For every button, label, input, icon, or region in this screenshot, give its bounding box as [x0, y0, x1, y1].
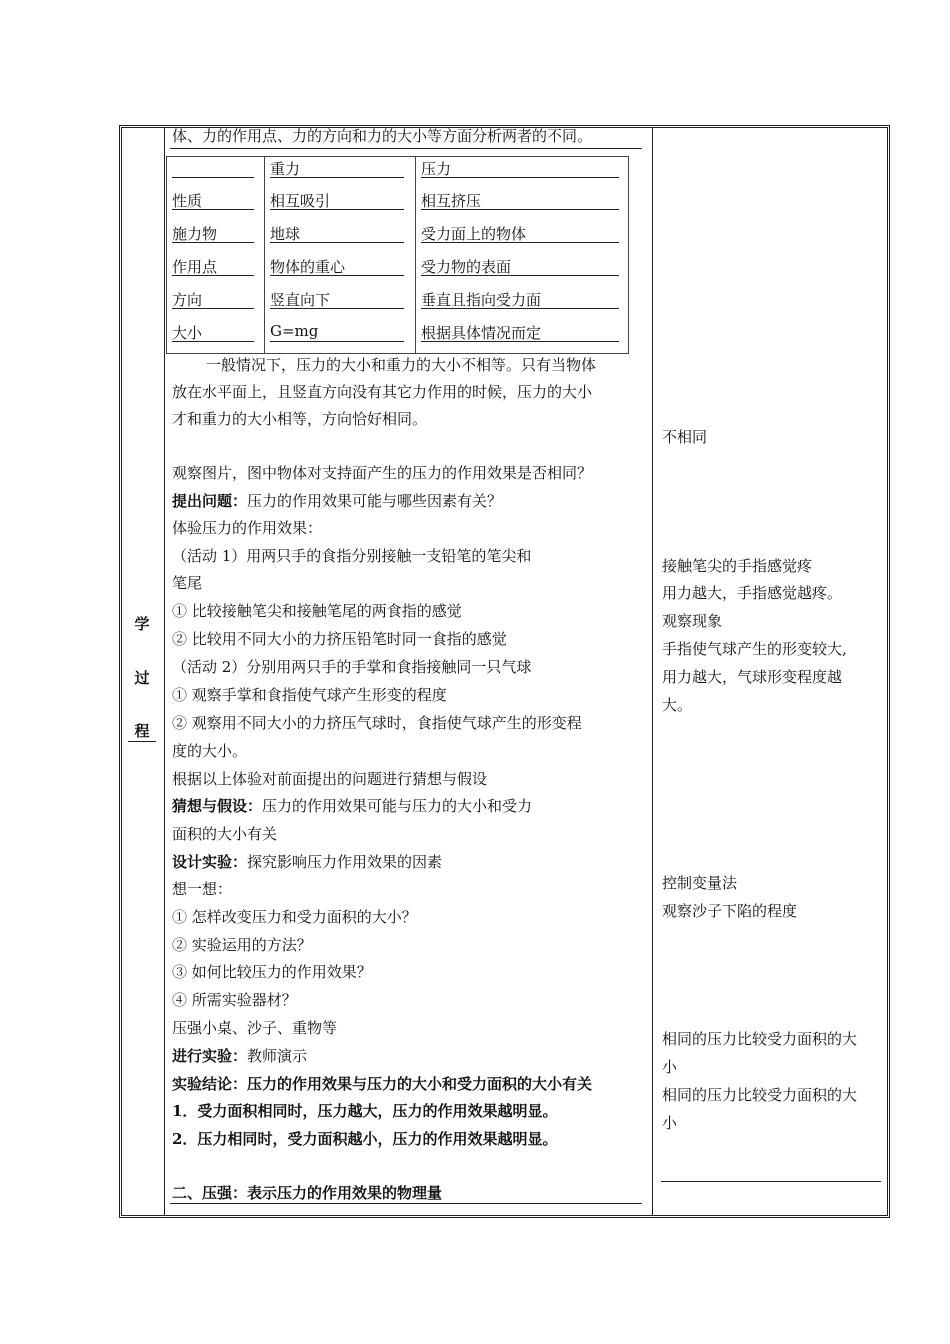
table-cell: [172, 223, 217, 244]
cell-text: 作用点: [172, 258, 218, 276]
activity2-item: 度的大小。: [172, 742, 248, 760]
cell-underline: [172, 177, 254, 178]
table-header-cell: [421, 158, 451, 179]
table-cell: [270, 223, 300, 244]
cell-underline: [172, 209, 254, 210]
cell-text: 重力: [270, 160, 301, 178]
activity1-line: （活动 1）用两只手的食指分别接触一支铅笔的笔尖和: [172, 547, 532, 565]
cell-text: 物体的重心: [270, 258, 346, 276]
cell-text: 施力物: [172, 225, 218, 243]
label: 提出问题：: [172, 492, 248, 510]
table-cell: [421, 190, 481, 211]
think-item: ③ 如何比较压力的作用效果？: [172, 963, 372, 981]
side-label-char: 过: [134, 669, 150, 687]
right-note: 不相同: [662, 428, 708, 446]
label: 进行实验：: [172, 1047, 248, 1065]
right-note: 控制变量法: [662, 874, 738, 892]
table-cell: [270, 190, 330, 211]
cell-underline: [421, 308, 619, 309]
underline: [170, 1203, 642, 1204]
activity1-item: ② 比较用不同大小的力挤压铅笔时同一食指的感觉: [172, 630, 507, 648]
cell-text: 压力: [421, 160, 452, 178]
cell-underline: [270, 275, 404, 276]
cell-text: 相互吸引: [270, 192, 331, 210]
hypothesis: [172, 796, 532, 816]
text: 压力的作用效果可能与压力的大小和受力: [262, 797, 533, 815]
table-cell: [270, 322, 318, 340]
table-cell: [172, 190, 202, 211]
cell-text: 受力物的表面: [421, 258, 512, 276]
cell-text: 根据具体情况而定: [421, 324, 542, 342]
cell-underline: [421, 242, 619, 243]
right-note: 小: [662, 1058, 678, 1076]
right-note: 接触笔尖的手指感觉疼: [662, 557, 813, 575]
side-label-char: 程: [128, 720, 156, 742]
table-divider: [415, 157, 416, 353]
table-cell: [172, 289, 202, 310]
text: 教师演示: [247, 1047, 308, 1065]
raise-question: [172, 491, 502, 511]
table-cell: [421, 223, 526, 244]
cell-underline: [270, 341, 404, 342]
cell-underline: [421, 341, 619, 342]
conclusion-item: 1．受力面积相同时，压力越大，压力的作用效果越明显。: [172, 1102, 558, 1120]
section-heading: 二、压强：表示压力的作用效果的物理量: [172, 1184, 443, 1202]
column-divider: [652, 128, 653, 1215]
conclusion-item: 2．压力相同时，受力面积越小，压力的作用效果越明显。: [172, 1130, 558, 1148]
cell-text: 方向: [172, 291, 203, 309]
right-note: 观察现象: [662, 612, 723, 630]
right-note: 相同的压力比较受力面积的大: [662, 1030, 858, 1048]
cell-text: 受力面上的物体: [421, 225, 527, 243]
table-cell: [172, 256, 217, 277]
cell-text: 竖直向下: [270, 291, 331, 309]
cell-text: 垂直且指向受力面: [421, 291, 542, 309]
cell-underline: [421, 177, 619, 178]
table-divider: [264, 157, 265, 353]
think-heading: 想一想：: [172, 880, 233, 898]
cell-underline: [172, 308, 254, 309]
cell-underline: [172, 275, 254, 276]
side-label-char: 学: [134, 615, 150, 633]
experience-heading: 体验压力的作用效果：: [172, 519, 323, 537]
cell-text: 性质: [172, 192, 203, 210]
think-item: ② 实验运用的方法？: [172, 936, 312, 954]
hypothesis-cont: 面积的大小有关: [172, 825, 278, 843]
cell-text: 地球: [270, 225, 301, 243]
conclusion: 实验结论：压力的作用效果与压力的大小和受力面积的大小有关: [172, 1075, 593, 1093]
design-experiment: [172, 852, 442, 872]
cell-underline: [270, 242, 404, 243]
cell-underline: [270, 177, 404, 178]
cell-underline: [421, 275, 619, 276]
right-note: 手指使气球产生的形变较大,: [662, 640, 847, 658]
paragraph-line: 放在水平面上，且竖直方向没有其它力作用的时候，压力的大小: [172, 383, 593, 401]
right-note: 用力越大，手指感觉越疼。: [662, 584, 843, 602]
equipment: 压强小桌、沙子、重物等: [172, 1019, 338, 1037]
cell-underline: [270, 209, 404, 210]
paragraph-line: 一般情况下，压力的大小和重力的大小不相等。只有当物体: [206, 356, 597, 374]
table-header-cell: [270, 158, 300, 179]
activity1-line: 笔尾: [172, 574, 203, 592]
intro-line: 体、力的作用点、力的方向和力的大小等方面分析两者的不同。: [172, 127, 593, 145]
cell-underline: [421, 209, 619, 210]
text: 探究影响压力作用效果的因素: [247, 853, 443, 871]
activity2-item: ① 观察手掌和食指使气球产生形变的程度: [172, 686, 447, 704]
text: 压力的作用效果可能与哪些因素有关？: [247, 492, 503, 510]
cell-text: 大小: [172, 324, 203, 342]
table-cell: [421, 256, 511, 277]
activity2-item: ② 观察用不同大小的力挤压气球时，食指使气球产生的形变程: [172, 714, 582, 732]
label: 设计实验：: [172, 853, 248, 871]
comparison-table: [166, 156, 629, 354]
conduct-experiment: [172, 1046, 307, 1066]
guess-intro: 根据以上体验对前面提出的问题进行猜想与假设: [172, 770, 488, 788]
cell-underline: [172, 341, 254, 342]
think-item: ④ 所需实验器材？: [172, 991, 297, 1009]
activity2-line: （活动 2）分别用两只手的手掌和食指接触同一只气球: [172, 658, 532, 676]
cell-underline: [270, 308, 404, 309]
label: 猜想与假设：: [172, 797, 263, 815]
right-note: 大。: [662, 696, 693, 714]
column-divider: [164, 128, 165, 1215]
right-note: 观察沙子下陷的程度: [662, 902, 798, 920]
right-note: 小: [662, 1114, 678, 1132]
cell-underline: [172, 242, 254, 243]
right-note: 相同的压力比较受力面积的大: [662, 1086, 858, 1104]
underline: [170, 148, 642, 149]
table-cell: [270, 289, 330, 310]
observe-question: 观察图片，图中物体对支持面产生的压力的作用效果是否相同？: [172, 464, 593, 482]
activity1-item: ① 比较接触笔尖和接触笔尾的两食指的感觉: [172, 602, 462, 620]
paragraph-line: 才和重力的大小相等，方向恰好相同。: [172, 410, 428, 428]
right-note: 用力越大，气球形变程度越: [662, 668, 843, 686]
table-cell: [421, 322, 541, 343]
underline: [661, 1181, 881, 1182]
think-item: ① 怎样改变压力和受力面积的大小？: [172, 908, 417, 926]
table-cell: [172, 322, 202, 343]
table-cell: [270, 256, 345, 277]
cell-text: G=mg: [270, 322, 319, 340]
cell-text: 相互挤压: [421, 192, 482, 210]
table-cell: [421, 289, 541, 310]
